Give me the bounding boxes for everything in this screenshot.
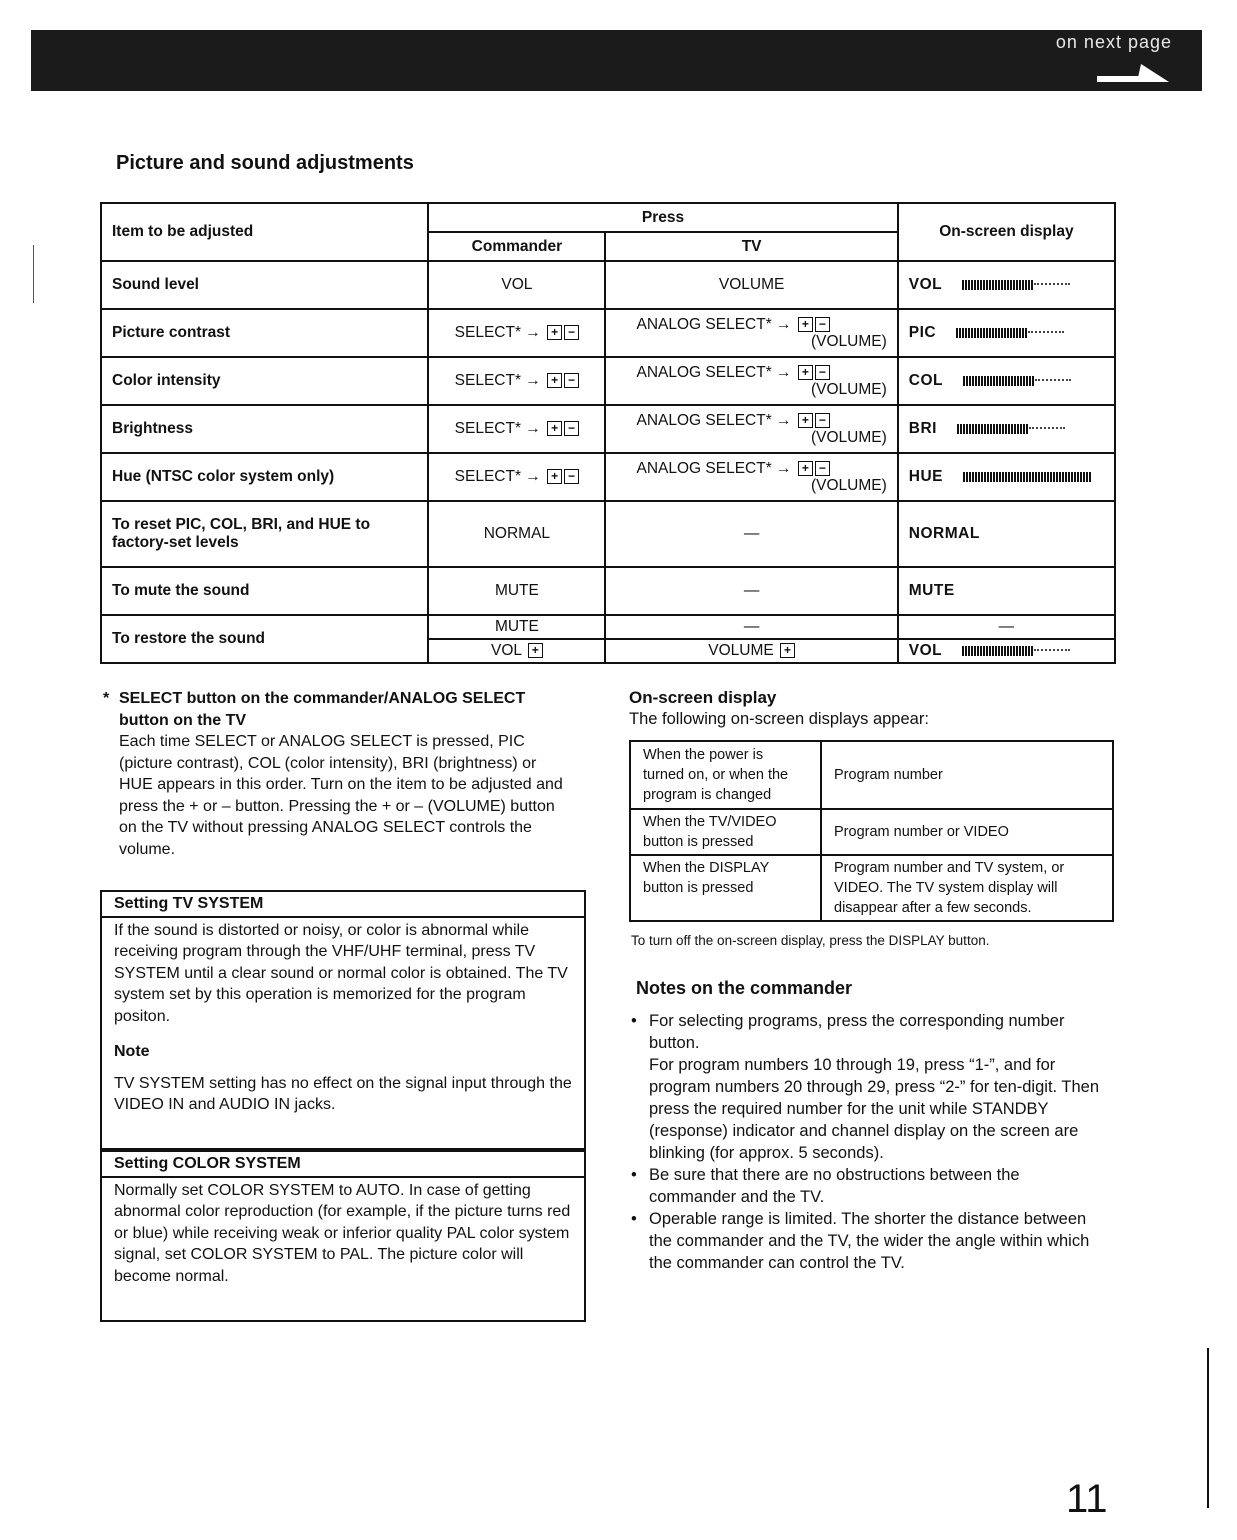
level-dots [1028, 331, 1064, 333]
commander-text: SELECT* → [454, 372, 541, 389]
minus-key-icon: − [564, 325, 579, 340]
tv-volume-text: (VOLUME) [810, 333, 887, 350]
item-cell: Color intensity [101, 357, 428, 405]
tv-text: ANALOG SELECT* → [636, 460, 792, 477]
level-bar [957, 424, 1029, 434]
commander-text: VOL [491, 642, 522, 659]
tv-system-body: If the sound is distorted or noisy, or color is abnormal while receiving program through the VHF/UHF terminal, press TV SYSTEM until a clear sound or normal color is obtained. The TV system set by this operation is memorized for the program positon. [114, 921, 568, 1025]
color-system-body: Normally set COLOR SYSTEM to AUTO. In case of getting abnormal color reproduction (for example, if the picture turns red or blue) while receiving weak or inferior quality PAL color system signal, set COLOR SYSTEM to PAL. The picture color will become normal. [114, 1181, 571, 1285]
notes-list [629, 1010, 1109, 1274]
osd-display: Program number and TV system, or VIDEO. The TV system display will disappear after a few seconds. [821, 855, 1113, 921]
tv-text: ANALOG SELECT* → [636, 412, 792, 429]
minus-key-icon: − [815, 461, 830, 476]
osd-display: Program number or VIDEO [821, 809, 1113, 855]
color-system-heading: Setting COLOR SYSTEM [102, 1152, 584, 1178]
hue-bar [963, 472, 1091, 482]
osd-cell [898, 357, 1115, 405]
level-dots [1035, 379, 1071, 381]
footnote-star: * [103, 690, 110, 707]
commander-cell [428, 357, 605, 405]
footnote-body: Each time SELECT or ANALOG SELECT is pressed, PIC (picture contrast), COL (color intensity), BRI (brightness) or HUE appears in this order. Turn on the item to be adjusted and press the + or – button. Pressing the + or – (VOLUME) button on the TV without pressing ANALOG SELECT controls the volume. [119, 733, 563, 858]
osd-when: When the TV/VIDEO button is pressed [630, 809, 821, 855]
tv-cell: — [605, 501, 897, 567]
item-cell: Brightness [101, 405, 428, 453]
table-row [101, 405, 1115, 453]
osd-cell [898, 309, 1115, 357]
osd-label: COL [908, 372, 943, 389]
section-title: Picture and sound adjustments [116, 152, 414, 174]
tv-cell [605, 639, 897, 663]
plus-key-icon: + [798, 365, 813, 380]
commander-cell [428, 453, 605, 501]
plus-key-icon: + [547, 421, 562, 436]
margin-mark [1207, 1348, 1209, 1508]
tv-cell: VOLUME [605, 261, 897, 309]
header-osd: On-screen display [898, 203, 1115, 261]
osd-footer: To turn off the on-screen display, press the DISPLAY button. [631, 933, 990, 948]
level-dots [1029, 427, 1065, 429]
note-text: Be sure that there are no obstructions between the commander and the TV. [649, 1166, 1020, 1206]
tv-cell: — [605, 615, 897, 639]
header-commander: Commander [428, 232, 605, 261]
plus-key-icon: + [780, 643, 795, 658]
minus-key-icon: − [815, 317, 830, 332]
osd-row [630, 809, 1113, 855]
minus-key-icon: − [564, 421, 579, 436]
plus-key-icon: + [547, 373, 562, 388]
plus-key-icon: + [547, 469, 562, 484]
tv-volume-text: (VOLUME) [810, 381, 887, 398]
note-body: TV SYSTEM setting has no effect on the signal input through the VIDEO IN and AUDIO IN jacks. [114, 1074, 572, 1113]
tv-text: ANALOG SELECT* → [636, 364, 792, 381]
tv-cell [605, 357, 897, 405]
note-text: Operable range is limited. The shorter the distance between the commander and the TV, the wider the angle within which the commander can control the TV. [649, 1210, 1090, 1272]
commander-cell: MUTE [428, 615, 605, 639]
commander-text: SELECT* → [454, 420, 541, 437]
header-item: Item to be adjusted [101, 203, 428, 261]
level-bar [963, 376, 1035, 386]
page-number: 11 [1066, 1477, 1108, 1521]
list-item [629, 1164, 1109, 1208]
item-cell: Sound level [101, 261, 428, 309]
notes-heading: Notes on the commander [636, 978, 853, 998]
plus-key-icon: + [528, 643, 543, 658]
osd-table [629, 740, 1114, 922]
plus-key-icon: + [798, 317, 813, 332]
commander-cell [428, 639, 605, 663]
tv-system-box [100, 890, 586, 1150]
next-page-label: on next page [1055, 32, 1172, 52]
adjustment-table [100, 202, 1116, 664]
footnote [103, 688, 573, 860]
item-cell: To restore the sound [101, 615, 428, 663]
top-banner [31, 30, 1202, 91]
list-item [629, 1010, 1109, 1164]
table-row [101, 567, 1115, 615]
note-extra: For program numbers 10 through 19, press “1-”, and for program numbers 20 through 29, press “2-” for ten-digit. Then press the required number for the unit while STANDBY (response) indicator and channel display on the screen are blinking (for approx. 5 seconds). [649, 1056, 1100, 1162]
osd-cell: — [898, 615, 1115, 639]
osd-intro: The following on-screen displays appear: [629, 710, 929, 728]
plus-key-icon: + [798, 413, 813, 428]
header-tv: TV [605, 232, 897, 261]
tv-volume-text: (VOLUME) [810, 429, 887, 446]
osd-label: HUE [908, 468, 943, 485]
tv-text: VOLUME [708, 642, 774, 659]
plus-key-icon: + [547, 325, 562, 340]
osd-cell: NORMAL [898, 501, 1115, 567]
level-bar [962, 280, 1034, 290]
osd-label: BRI [908, 420, 937, 437]
osd-row [630, 741, 1113, 809]
osd-heading: On-screen display [629, 688, 777, 707]
osd-label: VOL [908, 642, 943, 659]
osd-cell [898, 639, 1115, 663]
footnote-heading: SELECT button on the commander/ANALOG SELECT button on the TV [119, 690, 526, 729]
commander-text: SELECT* → [454, 324, 541, 341]
note-text: For selecting programs, press the corresponding number button. [649, 1012, 1065, 1052]
commander-text: SELECT* → [454, 468, 541, 485]
osd-when: When the DISPLAY button is pressed [630, 855, 821, 921]
item-cell: Picture contrast [101, 309, 428, 357]
minus-key-icon: − [815, 365, 830, 380]
tv-system-heading: Setting TV SYSTEM [102, 892, 584, 918]
table-row [101, 453, 1115, 501]
tv-cell: — [605, 567, 897, 615]
tv-cell [605, 405, 897, 453]
commander-cell: VOL [428, 261, 605, 309]
osd-cell: MUTE [898, 567, 1115, 615]
osd-display: Program number [821, 741, 1113, 809]
tv-cell [605, 453, 897, 501]
plus-key-icon: + [798, 461, 813, 476]
table-row [101, 357, 1115, 405]
margin-mark [33, 245, 34, 303]
osd-cell [898, 453, 1115, 501]
arrow-right-icon [1097, 64, 1169, 86]
item-cell: To reset PIC, COL, BRI, and HUE to factory-set levels [101, 501, 428, 567]
osd-row [630, 855, 1113, 921]
item-cell: To mute the sound [101, 567, 428, 615]
tv-cell [605, 309, 897, 357]
color-system-box [100, 1150, 586, 1322]
note-heading: Note [114, 1043, 150, 1060]
minus-key-icon: − [564, 469, 579, 484]
osd-label: PIC [908, 324, 937, 341]
osd-when: When the power is turned on, or when the program is changed [630, 741, 821, 809]
commander-cell: NORMAL [428, 501, 605, 567]
level-dots [1034, 649, 1070, 651]
commander-cell [428, 405, 605, 453]
commander-cell: MUTE [428, 567, 605, 615]
table-row [101, 615, 1115, 639]
tv-volume-text: (VOLUME) [810, 477, 887, 494]
item-cell: Hue (NTSC color system only) [101, 453, 428, 501]
osd-cell [898, 261, 1115, 309]
minus-key-icon: − [815, 413, 830, 428]
header-press: Press [428, 203, 897, 232]
osd-cell [898, 405, 1115, 453]
table-row [101, 261, 1115, 309]
osd-label: VOL [908, 276, 943, 293]
level-dots [1034, 283, 1070, 285]
commander-cell [428, 309, 605, 357]
table-row [101, 309, 1115, 357]
minus-key-icon: − [564, 373, 579, 388]
list-item [629, 1208, 1109, 1274]
table-row [101, 501, 1115, 567]
level-bar [956, 328, 1028, 338]
tv-text: ANALOG SELECT* → [636, 316, 792, 333]
level-bar [962, 646, 1034, 656]
